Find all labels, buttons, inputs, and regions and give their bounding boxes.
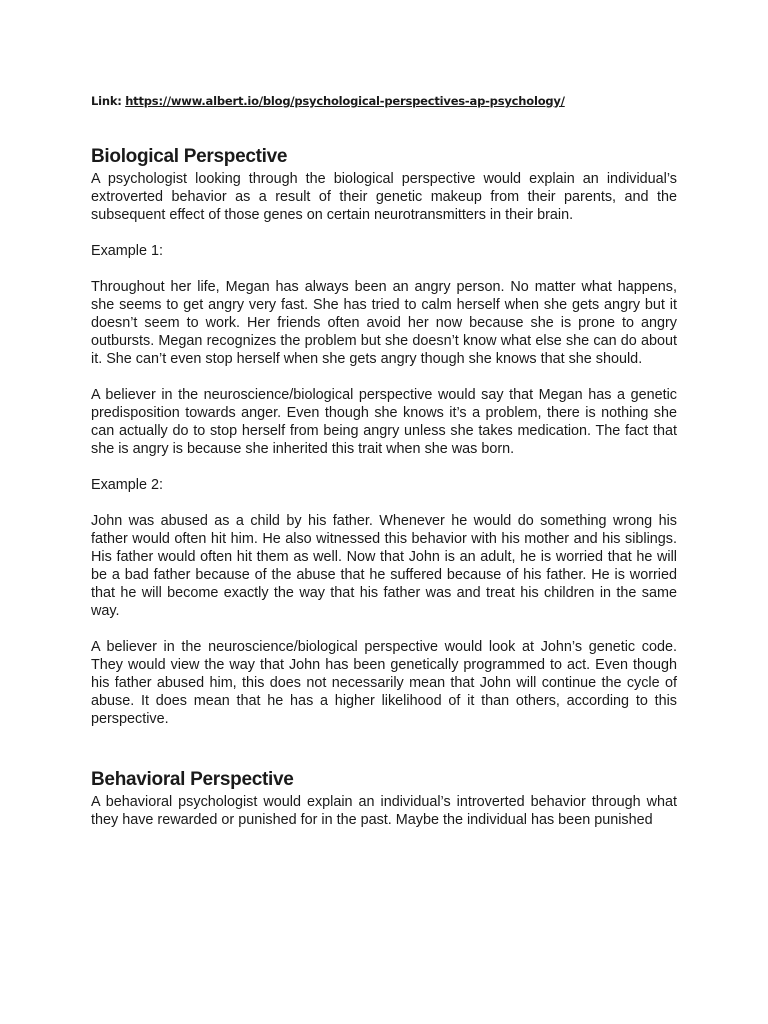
example-2-analysis: A believer in the neuroscience/biological perspective would look at John’s genetic code. They would view the way that John has been genetically programmed to act. Even though his father abused him, this does not necessarily mean that John will continue the cycle of abuse. It does mean that he has a higher likelihood of it than others, according to this perspective.: [91, 639, 677, 727]
document-content: [91, 92, 677, 829]
section-biological: [91, 146, 677, 728]
example-1-label: Example 1:: [91, 243, 163, 259]
link-label: Link:: [91, 94, 122, 108]
source-link-line: [91, 92, 677, 110]
example-2-story: John was abused as a child by his father. Whenever he would do something wrong his father would often hit him. He also witnessed this behavior with his mother and his siblings. His father would often hit them as well. Now that John is an adult, he is worried that he will be a bad father because of the abuse that he suffered because of his father. He is worried that he will become exactly the way that his father was and treat his children in the same way.: [91, 513, 677, 619]
example-1-analysis: A believer in the neuroscience/biological perspective would say that Megan has a genetic predisposition towards anger. Even though she knows it’s a problem, there is nothing she can actually do to stop herself from being angry unless she takes medication. The fact that she is angry is because she inherited this trait when she was born.: [91, 387, 677, 457]
section-intro-behavioral: A behavioral psychologist would explain an individual’s introverted behavior through what they have rewarded or punished for in the past. Maybe the individual has been punished: [91, 794, 677, 828]
example-2-label: Example 2:: [91, 477, 163, 493]
example-1-story: Throughout her life, Megan has always been an angry person. No matter what happens, she seems to get angry very fast. She has tried to calm herself when she gets angry but it doesn’t seem to work. Her friends often avoid her now because she is prone to angry outbursts. Megan recognizes the problem but she doesn’t know what else she can do about it. She can’t even stop herself when she gets angry though she knows that she should.: [91, 279, 677, 367]
section-spacer: [91, 728, 677, 769]
source-link[interactable]: https://www.albert.io/blog/psychological-perspectives-ap-psychology/: [125, 94, 565, 108]
section-intro-biological: A psychologist looking through the biological perspective would explain an individual’s extroverted behavior as a result of their genetic makeup from their parents, and the subsequent effect of those genes on certain neurotransmitters in their brain.: [91, 171, 677, 223]
section-behavioral: [91, 769, 677, 829]
section-heading-biological: Biological Perspective: [91, 146, 288, 167]
section-heading-behavioral: Behavioral Perspective: [91, 769, 294, 790]
